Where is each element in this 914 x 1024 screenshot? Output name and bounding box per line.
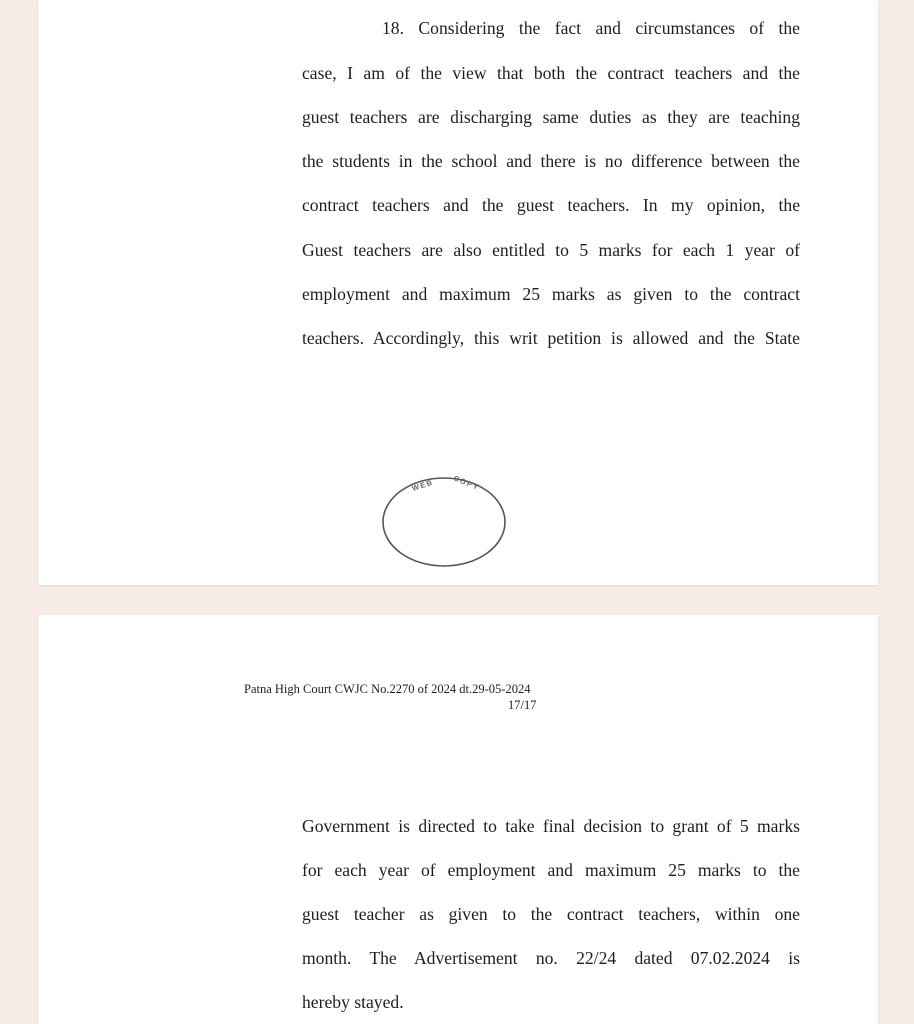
paragraph-line: guest teacher as given to the contract teachers, within one <box>302 904 800 924</box>
paragraph-line: Government is directed to take final decision to grant of 5 marks <box>302 816 800 836</box>
paragraph-line: for each year of employment and maximum 25 marks to the <box>302 860 800 880</box>
paragraph-line: the students in the school and there is no difference between the <box>302 151 800 171</box>
paragraph-line: contract teachers and the guest teachers. In my opinion, the <box>302 195 800 215</box>
paragraph-line: guest teachers are discharging same duties as they are teaching <box>302 107 800 127</box>
stamp-word-copy: COPY <box>452 473 481 493</box>
document-page-16 <box>38 0 878 585</box>
stamp-outline <box>383 478 505 566</box>
case-citation: Patna High Court CWJC No.2270 of 2024 dt.29-05-2024 <box>244 682 531 696</box>
paragraph-line: employment and maximum 25 marks as given to the contract <box>302 284 800 304</box>
page-number: 17/17 <box>508 698 537 712</box>
paragraph-line: Guest teachers are also entitled to 5 marks for each 1 year of <box>302 240 800 260</box>
paragraph-line: hereby stayed. <box>302 992 404 1012</box>
stamp-word-web: WEB <box>410 477 435 493</box>
paragraph-line: teachers. Accordingly, this writ petition is allowed and the State <box>302 328 800 348</box>
paragraph-line: month. The Advertisement no. 22/24 dated 07.02.2024 is <box>302 948 800 968</box>
document-page-17 <box>38 615 878 1024</box>
web-copy-stamp <box>381 470 507 568</box>
paragraph-line: case, I am of the view that both the contract teachers and the <box>302 63 800 83</box>
paragraph-line: 18. Considering the fact and circumstances of the <box>382 18 800 38</box>
